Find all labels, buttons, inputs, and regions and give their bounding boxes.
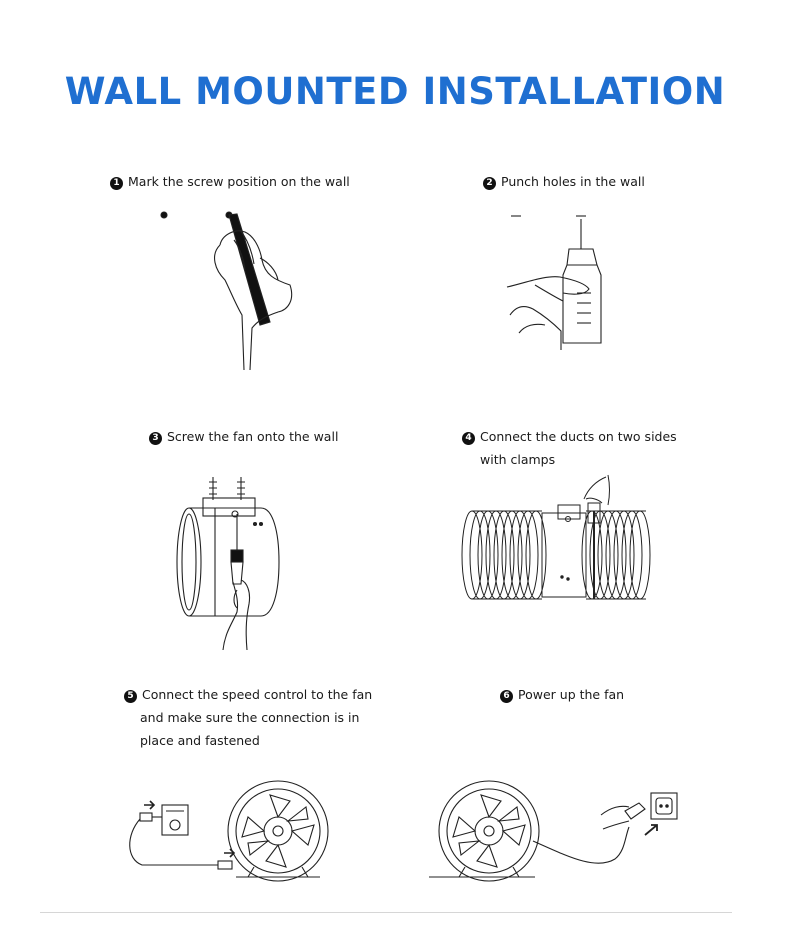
- step-5-text-line-2: and make sure the connection is in: [140, 710, 360, 725]
- step-6-text: Power up the fan: [518, 687, 625, 702]
- step-2: [483, 170, 645, 193]
- step-number-badge: 5: [124, 690, 137, 703]
- page-title: WALL MOUNTED INSTALLATION: [64, 70, 726, 113]
- step-5-text-line-1: Connect the speed control to the fan: [142, 687, 373, 702]
- step-4: [462, 425, 677, 471]
- step-number-badge: 6: [500, 690, 513, 703]
- step-number-badge: 3: [149, 432, 162, 445]
- step-6: [500, 683, 624, 706]
- step-4-text-line-2: with clamps: [480, 452, 556, 467]
- marking-wall-illustration: [150, 200, 310, 380]
- step-1-text: Mark the screw position on the wall: [128, 174, 350, 189]
- speed-control-illustration: [130, 775, 340, 885]
- step-5: [124, 683, 372, 752]
- step-1: [110, 170, 350, 193]
- step-number-badge: 2: [483, 177, 496, 190]
- step-3: [149, 425, 338, 448]
- step-2-text: Punch holes in the wall: [501, 174, 645, 189]
- step-number-badge: 1: [110, 177, 123, 190]
- duct-connection-illustration: [458, 475, 658, 615]
- step-4-text-line-1: Connect the ducts on two sides: [480, 429, 677, 444]
- step-3-text: Screw the fan onto the wall: [167, 429, 339, 444]
- power-up-illustration: [425, 775, 685, 885]
- footer-divider: [40, 912, 732, 913]
- screwing-fan-illustration: [175, 472, 285, 652]
- drilling-illustration: [505, 205, 615, 365]
- step-5-text-line-3: place and fastened: [140, 733, 260, 748]
- step-number-badge: 4: [462, 432, 475, 445]
